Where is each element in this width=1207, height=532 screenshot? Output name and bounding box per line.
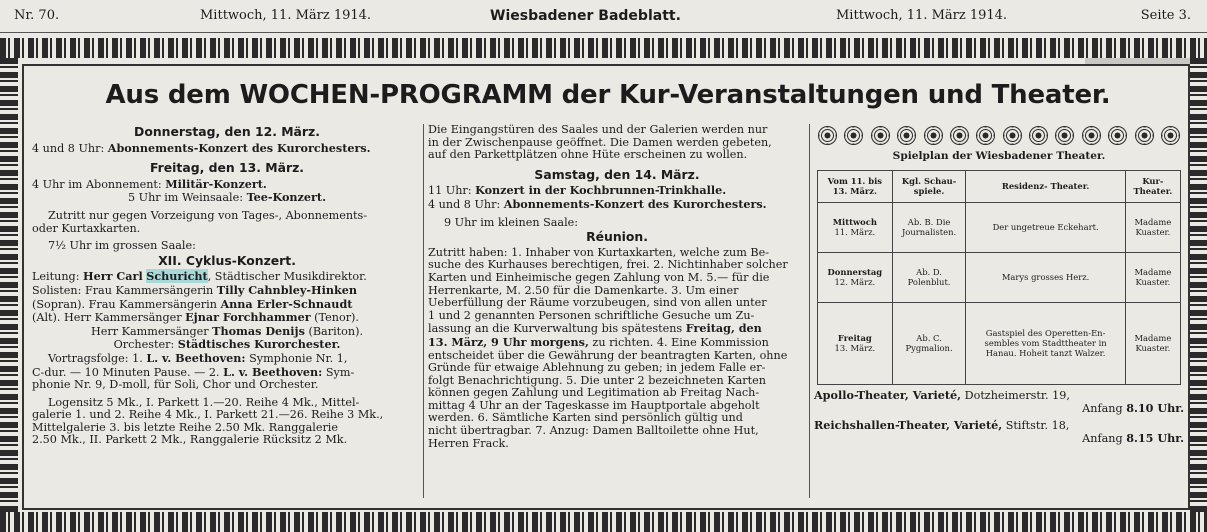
orchestra-line: Orchester: Städtisches Kurorchester.: [113, 337, 341, 352]
intro-line-1: Die Eingangstüren des Saales und der Galerien werden nur: [428, 123, 768, 136]
admission-rules-line: 13. März, 9 Uhr morgens, zu richten. 4. Eine Kommission: [428, 334, 769, 349]
theater-schedule-title: Spielplan der Wiesbadener Theater.: [892, 150, 1106, 162]
reunion-heading: Réunion.: [586, 229, 648, 245]
admission-rules-line: Gründe für etwaige Ablehnung zu geben; in jedem Falle er-: [428, 361, 766, 375]
program-box: [22, 64, 1190, 510]
admission-note-2: oder Kurtaxkarten.: [32, 221, 141, 235]
header-date-range: Vom 11. bis 13. März.: [818, 170, 893, 202]
row-kur-play: Madame Kuaster.: [1125, 202, 1180, 252]
admission-rules-line: lassung an die Kurverwaltung bis spätestens Freitag, den: [428, 321, 762, 336]
rosette-icon: [818, 126, 837, 145]
admission-rules-line: Ueberfüllung der Räume vorzubeugen, sind von allen unter: [428, 296, 767, 310]
table-row: [818, 302, 1181, 384]
programme-line-2: C-dur. — 10 Minuten Pause. — 2. L. v. Beethoven: Sym-: [32, 364, 355, 379]
row-day: Donnerstag 12. März.: [818, 252, 893, 302]
rosette-icon: [1029, 126, 1048, 145]
ornamental-border-bottom: [0, 512, 1207, 532]
theater-schedule-table: [817, 170, 1181, 385]
reichshallen-theater-notice: Reichshallen-Theater, Varieté, Stiftstr. 18, Anfang 8.15 Uhr.: [814, 417, 1184, 445]
row-royal-play: Ab. C. Pygmalion.: [892, 302, 966, 384]
rosette-icon: [897, 126, 916, 145]
highlighted-name: Schuricht: [146, 269, 208, 284]
prices-line-2: galerie 1. und 2. Reihe 4 Mk., I. Parkett 21.—26. Reihe 3 Mk.,: [32, 408, 384, 422]
rosette-icon: [844, 126, 863, 145]
prices-line-4: 2.50 Mk., II. Parkett 2 Mk., Ranggalerie Rücksitz 2 Mk.: [32, 433, 348, 447]
admission-rules-line: entscheidet über die Gewährung der beantragten Karten, ohne: [428, 348, 788, 362]
rosette-icon: [924, 126, 943, 145]
rosette-icon: [1055, 126, 1074, 145]
admission-note-1: Zutritt nur gegen Vorzeigung von Tages-, Abonnements-: [48, 208, 368, 222]
row-residenz-play: Der ungetreue Eckehart.: [966, 202, 1125, 252]
admission-rules-line: nicht übertragbar. 7. Anzug: Damen Balltoilette ohne Hut,: [428, 424, 759, 438]
rosette-icon: [950, 126, 969, 145]
column-divider: [809, 124, 810, 498]
header-royal-theater: Kgl. Schau- spiele.: [892, 170, 966, 202]
program-title: Aus dem WOCHEN-PROGRAMM der Kur-Veranstaltungen und Theater.: [105, 80, 1111, 110]
row-royal-play: Ab. D. Polenblut.: [892, 252, 966, 302]
ornamental-border-right: [1190, 58, 1207, 512]
rosette-icon: [1135, 126, 1154, 145]
rosette-icon: [976, 126, 995, 145]
programme-line-1: Vortragsfolge: 1. L. v. Beethoven: Symphonie Nr. 1,: [48, 350, 348, 365]
saturday-heading: Samstag, den 14. März.: [534, 166, 700, 182]
newspaper-name: Wiesbadener Badeblatt.: [490, 8, 681, 24]
header-residenz-theater: Residenz- Theater.: [966, 170, 1125, 202]
intro-line-3: auf den Parkettplätzen ohne Hüte erscheinen zu wollen.: [428, 148, 748, 162]
saturday-subscription-concert: 4 und 8 Uhr: Abonnements-Konzert des Kurorchesters.: [428, 196, 767, 211]
table-row: [818, 252, 1181, 302]
page-number: Seite 3.: [1140, 8, 1191, 23]
admission-rules-line: können gegen Zahlung und Legitimation ab Freitag Nach-: [428, 386, 760, 400]
thursday-event: 4 und 8 Uhr: Abonnements-Konzert des Kurorchesters.: [32, 140, 371, 155]
concert-time: 7½ Uhr im grossen Saale:: [48, 239, 196, 253]
soloists-line-3: (Alt). Herr Kammersänger Ejnar Forchhammer (Tenor).: [32, 310, 359, 325]
row-day: Mittwoch 11. März.: [818, 202, 893, 252]
newspaper-header: [0, 0, 1207, 34]
rosette-icon: [871, 126, 890, 145]
row-residenz-play: Marys grosses Herz.: [966, 252, 1125, 302]
table-header-row: [818, 170, 1181, 202]
table-row: [818, 202, 1181, 252]
rosette-icon: [1082, 126, 1101, 145]
header-rule: [0, 32, 1207, 33]
issue-date-right: Mittwoch, 11. März 1914.: [836, 8, 1008, 23]
conductor-line: Leitung: Herr Carl Schuricht, Städtischer Musikdirektor.: [32, 269, 367, 284]
column-middle: [428, 124, 806, 450]
apollo-theater-notice: Apollo-Theater, Varieté, Dotzheimerstr. 19, Anfang 8.10 Uhr.: [814, 387, 1184, 415]
friday-military-concert: 4 Uhr im Abonnement: Militär-Konzert.: [32, 176, 267, 191]
prices-line-1: Logensitz 5 Mk., I. Parkett 1.—20. Reihe 4 Mk., Mittel-: [48, 395, 360, 409]
thursday-heading: Donnerstag, den 12. März.: [134, 124, 320, 139]
issue-date-left: Mittwoch, 11. März 1914.: [200, 8, 372, 23]
friday-tea-concert: 5 Uhr im Weinsaale: Tee-Konzert.: [128, 190, 326, 205]
ornamental-border-left: [0, 58, 18, 512]
admission-rules-line: Zutritt haben: 1. Inhaber von Kurtaxkarten, welche zum Be-: [428, 245, 770, 259]
admission-rules-line: Herren Frack.: [428, 436, 509, 450]
issue-number: Nr. 70.: [14, 8, 60, 23]
admission-rules-line: Karten und Einheimische gegen Zahlung von M. 5.— für die: [428, 270, 770, 284]
soloists-line-1: Solisten: Frau Kammersängerin Tilly Cahnbley-Hinken: [32, 282, 357, 297]
header-kur-theater: Kur-Theater.: [1125, 170, 1180, 202]
saturday-trinkhalle-concert: 11 Uhr: Konzert in der Kochbrunnen-Trinkhalle.: [428, 183, 727, 198]
rosette-icon: [1161, 126, 1180, 145]
row-royal-play: Ab. B. Die Journalisten.: [892, 202, 966, 252]
friday-heading: Freitag, den 13. März.: [150, 160, 304, 176]
rosette-icon: [1003, 126, 1022, 145]
rosette-icon: [1108, 126, 1127, 145]
intro-line-2: in der Zwischenpause geöffnet. Die Damen werden gebeten,: [428, 135, 772, 149]
row-kur-play: Madame Kuaster.: [1125, 252, 1180, 302]
row-kur-play: Madame Kuaster.: [1125, 302, 1180, 384]
programme-line-3: phonie Nr. 9, D-moll, für Soli, Chor und Orchester.: [32, 378, 319, 392]
column-divider: [423, 124, 424, 498]
soloists-line-4: Herr Kammersänger Thomas Denijs (Bariton).: [90, 323, 364, 338]
prices-line-3: Mittelgalerie 3. bis letzte Reihe 2.50 Mk. Ranggalerie: [32, 420, 338, 434]
admission-rules-line: suche des Kurhauses berechtigen, frei. 2. Nichtinhaber solcher: [428, 258, 788, 272]
admission-rules-line: 1 und 2 genannten Personen schriftliche Gesuche um Zu-: [428, 308, 755, 322]
reunion-time: 9 Uhr im kleinen Saale:: [444, 215, 579, 229]
row-residenz-play: Gastspiel des Operetten-En- sembles vom Stadttheater in Hanau. Hoheit tanzt Walzer.: [966, 302, 1125, 384]
rosette-ornament-row: [818, 126, 1180, 145]
admission-rules-line: werden. 6. Sämtliche Karten sind persönlich gültig und: [428, 411, 743, 425]
column-left: [32, 124, 422, 447]
ornamental-border-top: [0, 38, 1207, 58]
admission-rules-line: folgt Benachrichtigung. 5. Die unter 2 bezeichneten Karten: [428, 373, 766, 387]
soloists-line-2: (Sopran). Frau Kammersängerin Anna Erler-Schnaudt: [32, 296, 353, 311]
column-right: [814, 124, 1184, 445]
admission-rules-line: mittag 4 Uhr an der Tageskasse im Hauptportale abgeholt: [428, 398, 760, 412]
cyclus-concert-heading: XII. Cyklus-Konzert.: [158, 252, 296, 268]
row-day: Freitag 13. März.: [818, 302, 893, 384]
admission-rules-line: Herrenkarte, M. 2.50 für die Damenkarte. 3. Um einer: [428, 283, 739, 297]
